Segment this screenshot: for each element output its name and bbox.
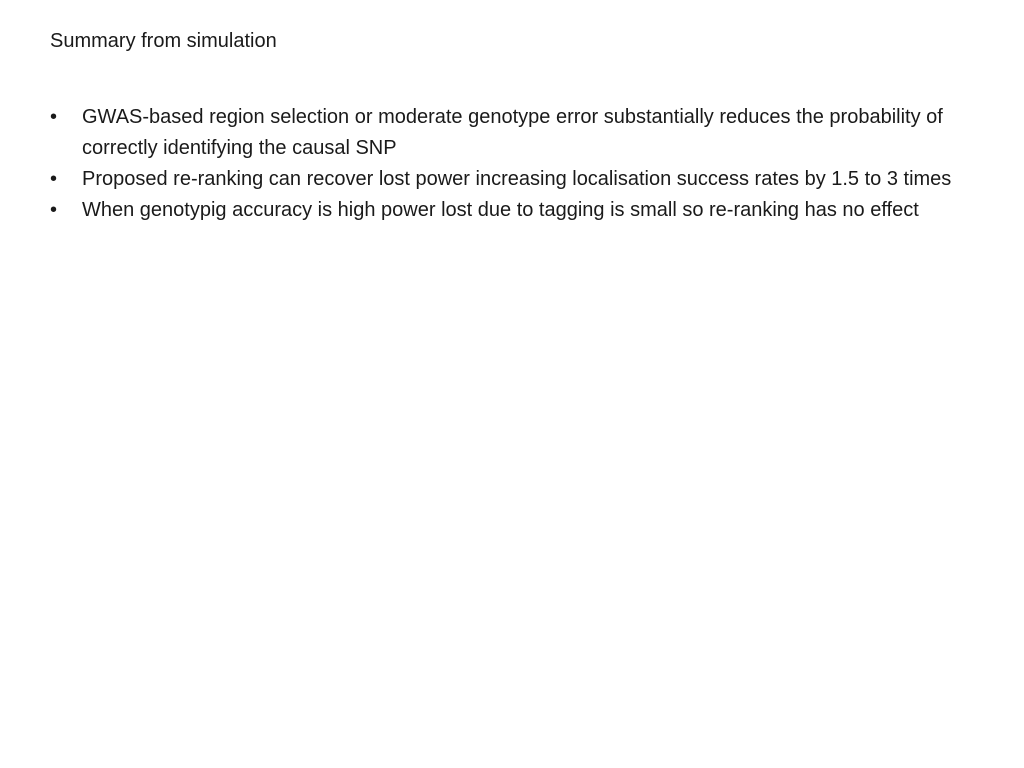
bullet-text: GWAS-based region selection or moderate genotype error substantially reduces the probability of correctly identifying the causal SNP: [82, 106, 943, 159]
bullet-point-icon: •: [50, 168, 58, 190]
bullet-text: Proposed re-ranking can recover lost power increasing localisation success rates by 1.5 to 3 times: [82, 168, 952, 190]
bullet-text: When genotypig accuracy is high power lost due to tagging is small so re-ranking has no effect: [82, 199, 919, 221]
bullet-point-icon: •: [50, 199, 58, 221]
bullet-item: [50, 164, 1000, 195]
bullet-list: [50, 102, 1000, 226]
bullet-item: [50, 102, 1000, 164]
slide-title: Summary from simulation: [50, 30, 277, 52]
bullet-point-icon: •: [50, 106, 58, 128]
bullet-item: [50, 195, 1000, 226]
